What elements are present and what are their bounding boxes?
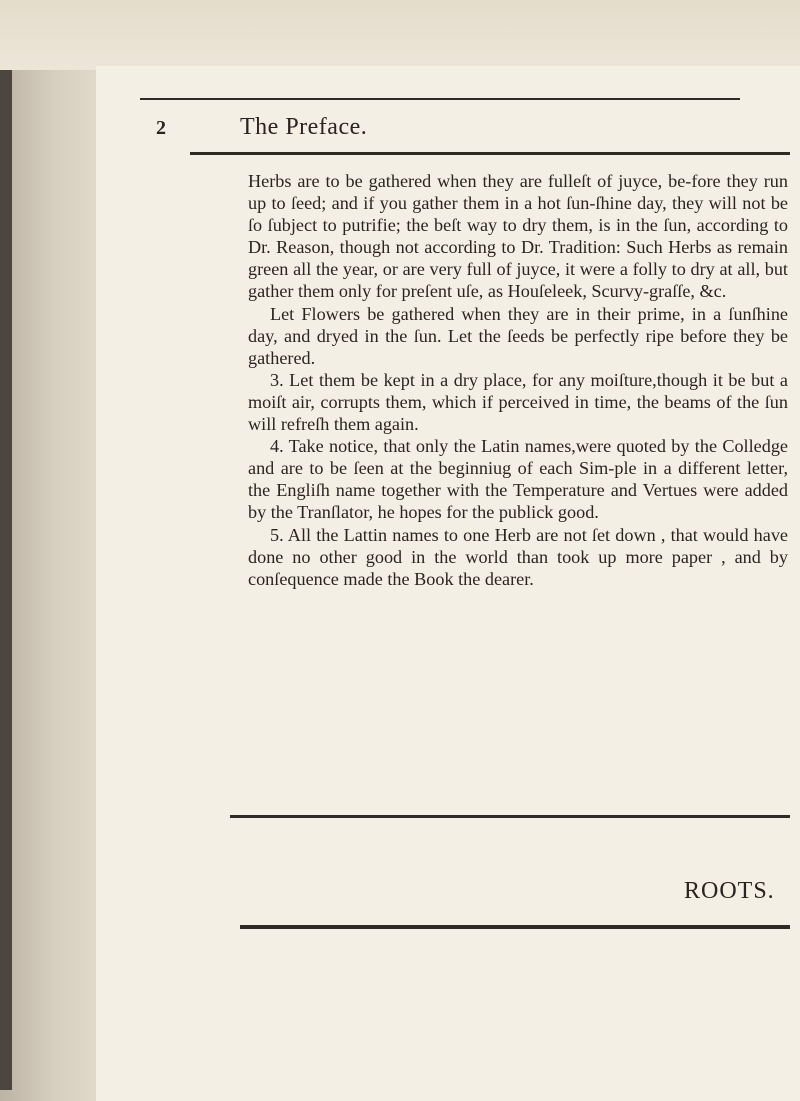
header-rule-bottom: [190, 152, 790, 155]
catchword: ROOTS.: [684, 878, 775, 904]
running-title: The Preface.: [240, 114, 368, 140]
paragraph-3: 3. Let them be kept in a dry place, for any moiſture,though it be but a moiſt air, corrupts them, which if perceived in time, the beams of the ſun will refreſh them again.: [248, 369, 788, 435]
paragraph-herbs: Herbs are to be gathered when they are fulleſt of juyce, be-fore they run up to ſeed; and if you gather them in a hot ſun-ſhine day, they will not be ſo ſubject to putrifie; the beſt way to dry them, is in the ſun, according to Dr. Reason, though not according to Dr. Tradition: Such Herbs as remain green all the year, or are very full of juyce, it were a folly to dry at all, but gather them only for preſent uſe, as Houſeleek, Scurvy-graſſe, &c.: [248, 171, 788, 302]
paragraph-5: 5. All the Lattin names to one Herb are not ſet down , that would have done no other good in the world than took up more paper , and by conſequence made the Book the dearer.: [248, 524, 788, 589]
section-divider: [230, 815, 790, 818]
paragraph-flowers: Let Flowers be gathered when they are in their prime, in a ſunſhine day, and dryed in the ſun. Let the ſeeds be perfectly ripe before they be gathered.: [248, 303, 788, 368]
binding-edge: [0, 50, 12, 1090]
paragraph-4: 4. Take notice, that only the Latin names,were quoted by the Colledge and are to be ſeen at the beginniug of each Sim-ple in a different letter, the Engliſh name together with the Temperature and Vertues were added by the Tranſlator, he hopes for the publick good.: [248, 436, 788, 523]
preface-body: [248, 170, 788, 590]
header-rule-top: [140, 98, 740, 100]
bottom-rule: [240, 925, 790, 929]
page-number: 2: [156, 117, 166, 139]
top-page-shadow: [0, 0, 800, 70]
